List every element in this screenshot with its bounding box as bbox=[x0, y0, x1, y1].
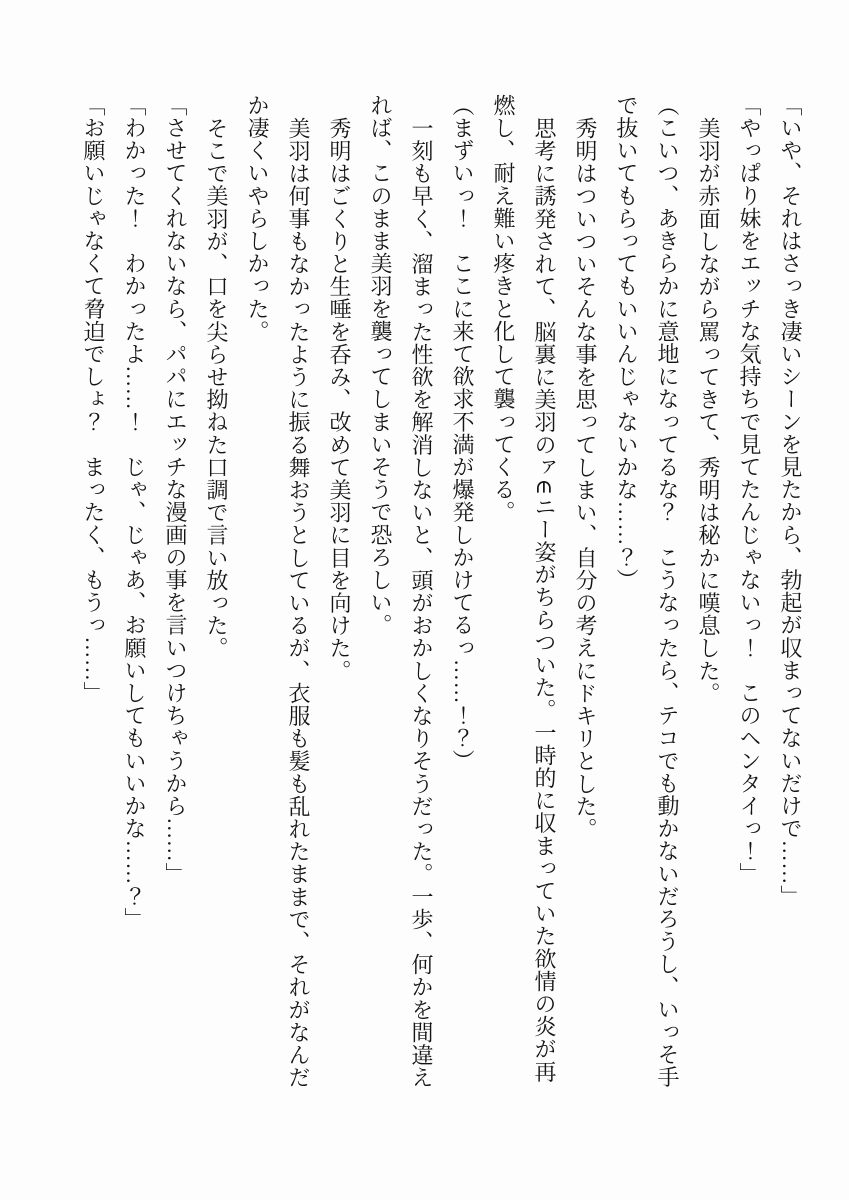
novel-text-block bbox=[73, 94, 811, 1094]
paragraph-narration-1: 美羽が赤面しながら罵ってきて、秀明は秘かに嘆息した。 bbox=[696, 116, 721, 705]
paragraph-narration-6: 美羽は何事もなかったように振る舞おうとしているが、衣服も髪も乱れたままで、それがなんだか凄くいやらしかった。 bbox=[245, 94, 311, 1089]
paragraph-narration-3: 思考に誘発されて、脳裏に美羽のァ∈ニー姿がちらついた。一時的に収まっていた欲情の炎が再燃し、耐え難い疼きと化して襲ってくる。 bbox=[491, 94, 557, 1083]
paragraph-dialogue-4: 「わかった！ わかったよ……！ じゃ、じゃあ、お願いしてもいいかな……？」 bbox=[122, 94, 147, 931]
paragraph-narration-2: 秀明はついついそんな事を思ってしまい、自分の考えにドキリとした。 bbox=[573, 116, 598, 840]
paragraph-thought-1: （こいつ、あきらかに意地になってるな？ こうなったら、テコでも動かないだろうし、いっそ手で抜いてもらってもいいんじゃないかな……？） bbox=[614, 94, 680, 1089]
paragraph-dialogue-2: 「やっぱり妹をエッチな気持ちで見てたんじゃないっ！ このヘンタイっ！」 bbox=[737, 94, 762, 885]
paragraph-dialogue-5: 「お願いじゃなくて脅迫でしょ？ まったく、もうっ……」 bbox=[81, 94, 106, 705]
paragraph-narration-4: 一刻も早く、溜まった性欲を解消しないと、頭がおかしくなりそうだった。一歩、何かを間違えれば、このまま美羽を襲ってしまいそうで恐ろしい。 bbox=[368, 94, 434, 1089]
paragraph-narration-7: そこで美羽が、口を尖らせ拗ねた口調で言い放った。 bbox=[204, 116, 229, 659]
paragraph-dialogue-1: 「いや、それはさっき凄いシーンを見たから、勃起が収まってないだけで……」 bbox=[778, 94, 803, 908]
paragraph-dialogue-3: 「させてくれないなら、パパにエッチな漫画の事を言いつけちゃうから……」 bbox=[163, 94, 188, 885]
paragraph-narration-5: 秀明はごくりと生唾を呑み、改めて美羽に目を向けた。 bbox=[327, 116, 352, 682]
paragraph-thought-2: （まずいっ！ ここに来て欲求不満が爆発しかけてるっ……！？） bbox=[450, 94, 475, 772]
